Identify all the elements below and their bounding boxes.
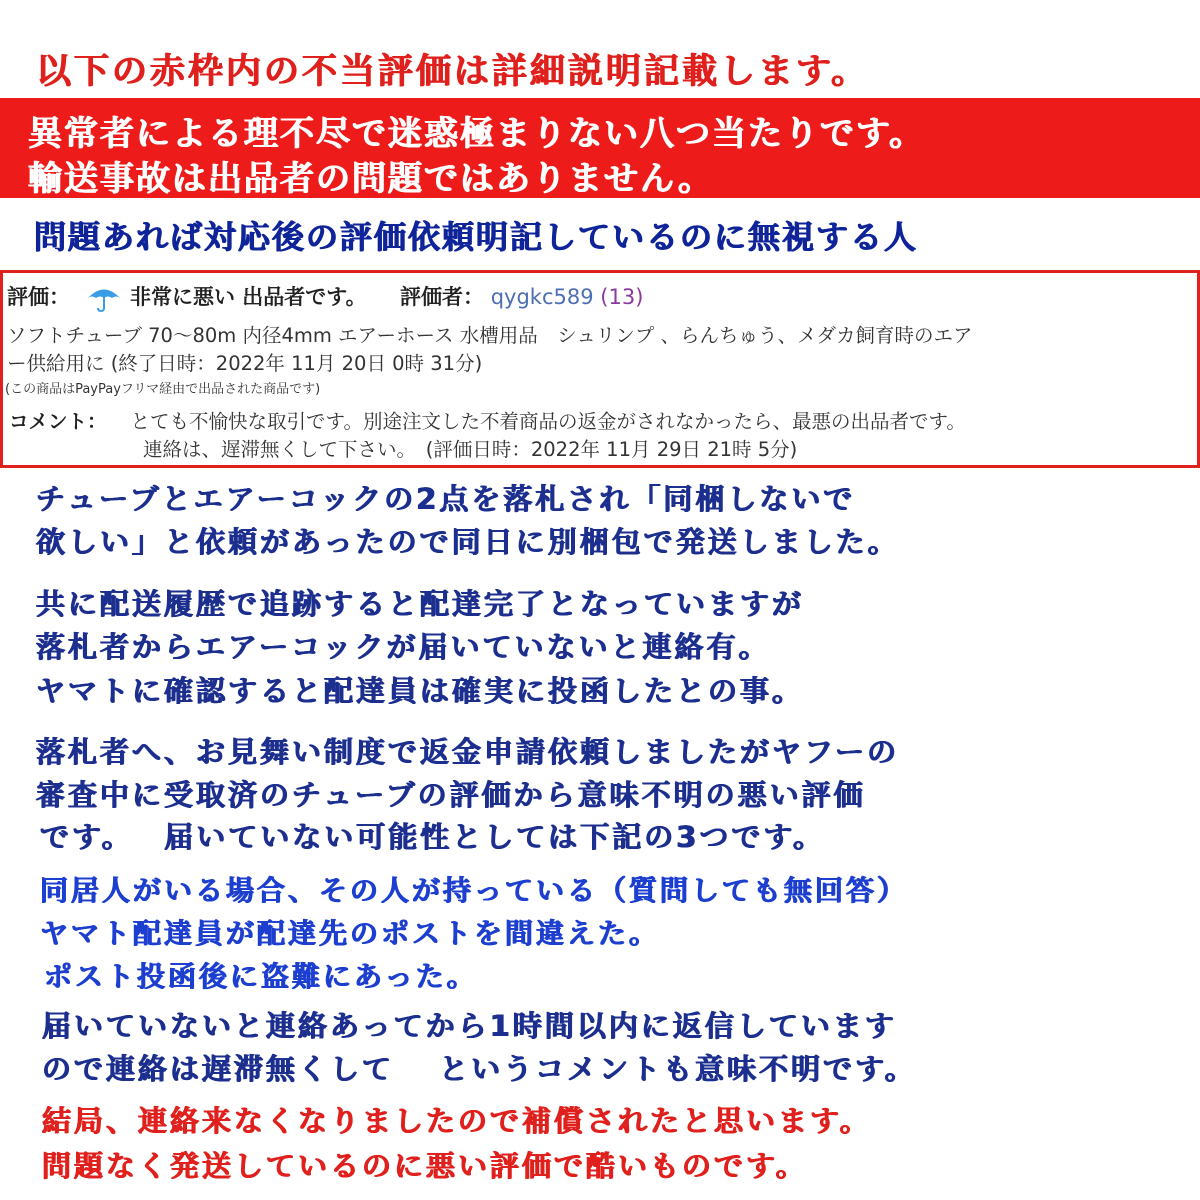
item-title-line-1: ソフトチューブ 70～80m 内径4mm エアーホース 水槽用品 シュリンプ 、らんちゅう、メダカ飼育時のエア (7, 324, 973, 347)
reviewer-count[interactable]: (13) (600, 285, 644, 309)
review-box (0, 270, 1200, 468)
rating-text: 非常に悪い 出品者です。 (130, 285, 367, 309)
reviewer-label: 評価者： (400, 285, 485, 309)
reason-1: 同居人がいる場合、その人が持っている（質問しても無回答） (40, 874, 909, 907)
page-title: 以下の赤枠内の不当評価は詳細説明記載します。 (36, 52, 870, 92)
para4-line1: 届いていないと連絡あってから1時間以内に返信しています (42, 1009, 897, 1043)
rating-label: 評価： (7, 285, 70, 309)
para3-line3: です。 届いていない可能性としては下記の3つです。 (40, 820, 826, 854)
conclusion-line2: 問題なく発送しているのに悪い評価で酷いものです。 (42, 1149, 808, 1183)
para2-line3: ヤマトに確認すると配達員は確実に投函したとの事。 (36, 674, 805, 708)
comment-label: コメント： (9, 410, 107, 433)
para3-line1: 落札者へ、お見舞い制度で返金申請依頼しましたがヤフーの (36, 735, 900, 769)
paypay-note: (この商品はPayPayフリマ経由で出品された商品です) (5, 382, 321, 397)
para2-line1: 共に配送履歴で追跡すると配達完了となっていますが (36, 587, 805, 621)
reviewer-name-link[interactable]: qygkc589 (490, 285, 594, 309)
banner-line-2: 輸送事故は出品者の問題ではありません。 (28, 159, 715, 199)
banner-line-1: 異常者による理不尽で迷惑極まりない八つ当たりです。 (28, 114, 926, 154)
para3-line2: 審査中に受取済のチューブの評価から意味不明の悪い評価 (36, 778, 866, 812)
red-banner (0, 98, 1200, 198)
subtitle: 問題あれば対応後の評価依頼明記しているのに無視する人 (34, 218, 919, 256)
comment-line-1: とても不愉快な取引です。別途注文した不着商品の返金がされなかったら、最悪の出品者です。 (130, 410, 966, 433)
conclusion-line1: 結局、連絡来なくなりましたので補償されたと思います。 (42, 1104, 872, 1138)
comment-row (9, 406, 966, 434)
comment-line-2: 連絡は、遅滞無くして下さい。 (評価日時：2022年 11月 29日 21時 5分) (143, 438, 798, 461)
reason-3: ポスト投函後に盗難にあった。 (44, 960, 478, 993)
para1-line2: 欲しい」と依頼があったので同日に別梱包で発送しました。 (36, 525, 900, 559)
umbrella-icon (84, 283, 124, 313)
para4-line2: ので連絡は遅滞無くして というコメントも意味不明です。 (42, 1052, 917, 1086)
para1-line1: チューブとエアーコックの2点を落札され「同梱しないで (36, 482, 856, 516)
item-title-line-2: ー供給用に (終了日時：2022年 11月 20日 0時 31分) (7, 352, 483, 375)
reason-2: ヤマト配達員が配達先のポストを間違えた。 (40, 917, 661, 950)
rating-row (7, 281, 643, 313)
para2-line2: 落札者からエアーコックが届いていないと連絡有。 (36, 630, 771, 664)
